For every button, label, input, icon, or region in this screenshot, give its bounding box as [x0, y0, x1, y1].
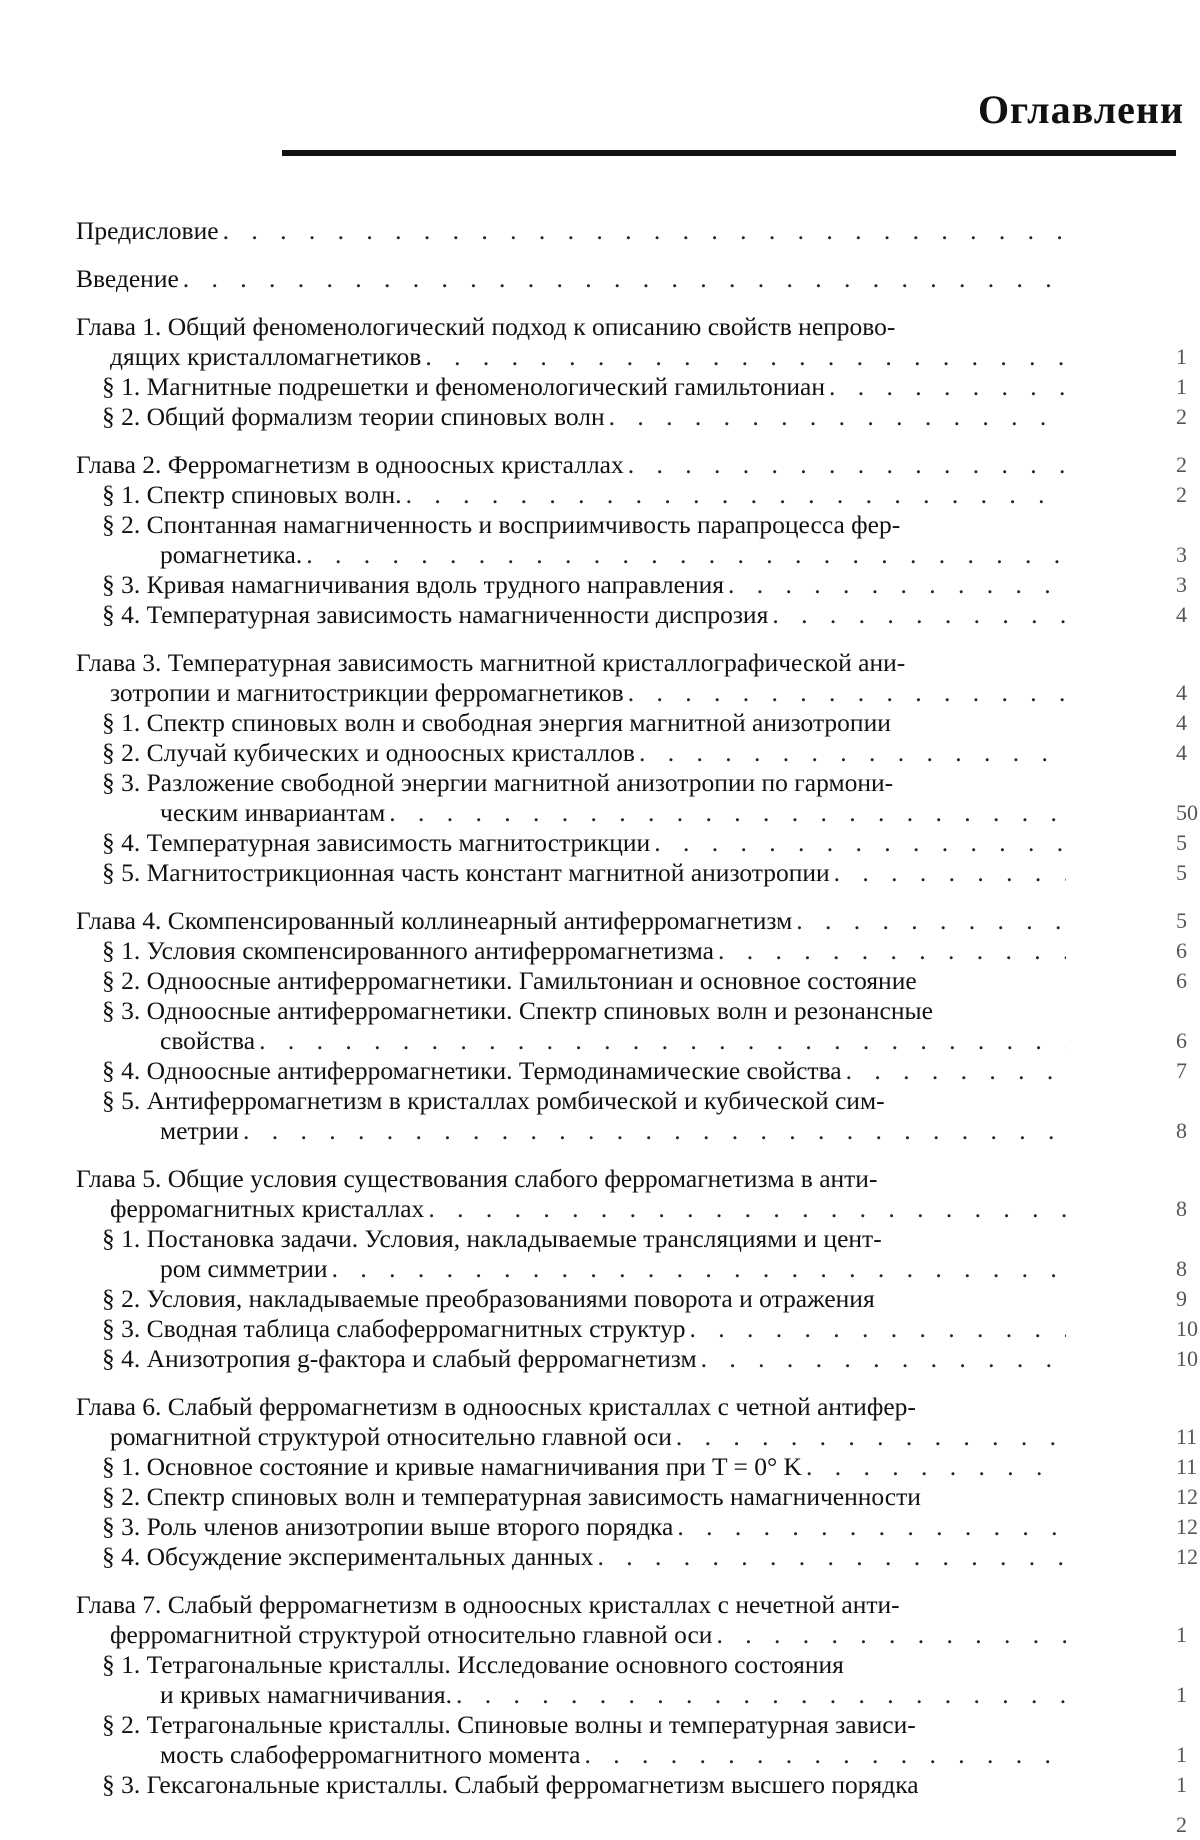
page-number: 5	[1176, 830, 1187, 855]
page-title: Оглавлени	[977, 87, 1184, 132]
leader-dots	[598, 1542, 1066, 1572]
section-title: § 1. Тетрагональные кристаллы. Исследование основного состояния	[102, 1650, 844, 1679]
leader-dots	[806, 1452, 1066, 1482]
section-title: § 1. Спектр спиновых волн и свободная энергия магнитной анизотропии	[102, 708, 891, 737]
chapter-title-cont: зотропии и магнитострикции ферромагнетиков	[110, 678, 624, 707]
toc-entry-text: Предисловие	[76, 216, 219, 245]
leader-dots	[584, 1740, 1066, 1770]
leader-dots	[718, 936, 1066, 966]
page-number: 4	[1176, 680, 1187, 705]
section-title-cont: свойства	[160, 1026, 256, 1055]
page-number: 4	[1176, 602, 1187, 627]
page-number: 10	[1176, 1316, 1198, 1341]
toc-chapter-5	[76, 1164, 1187, 1224]
leader-dots	[628, 450, 1066, 480]
page-number: 3	[1176, 542, 1187, 567]
section-title-cont: и кривых намагничивания.	[160, 1680, 452, 1709]
page-number: 2	[1176, 482, 1187, 507]
leader-dots	[772, 600, 1066, 630]
leader-dots	[796, 906, 1066, 936]
chapter-title: Глава 2. Ферромагнетизм в одноосных кристаллах	[76, 450, 624, 479]
section-title: § 3. Разложение свободной энергии магнитной анизотропии по гармони-	[102, 768, 894, 797]
section-title: § 3. Кривая намагничивания вдоль трудного направления	[102, 570, 725, 599]
toc-section	[76, 858, 1187, 888]
section-title: § 2. Одноосные антиферромагнетики. Гамильтониан и основное состояние	[102, 966, 917, 995]
leader-dots	[639, 738, 1066, 768]
toc-section	[76, 1710, 1187, 1770]
page-number: 12	[1176, 1514, 1198, 1539]
section-title: § 2. Случай кубических и одноосных кристаллов	[102, 738, 635, 767]
toc-section	[76, 1770, 1187, 1800]
section-title: § 1. Постановка задачи. Условия, накладываемые трансляциями и цент-	[102, 1224, 882, 1253]
page-number: 5	[1176, 908, 1187, 933]
page-number: 1	[1176, 1622, 1187, 1647]
section-title: § 1. Условия скомпенсированного антиферромагнетизма	[102, 936, 714, 965]
leader-dots	[728, 570, 1066, 600]
section-title: § 2. Спектр спиновых волн и температурная зависимость намагниченности	[102, 1482, 921, 1511]
toc-section	[76, 372, 1187, 402]
toc-section	[76, 1650, 1187, 1710]
page-number: 1	[1176, 1772, 1187, 1797]
toc-section	[76, 828, 1187, 858]
footer-entry	[76, 1800, 1187, 1840]
toc-section	[76, 1056, 1187, 1086]
chapter-title: Глава 3. Температурная зависимость магнитной кристаллографической ани-	[76, 648, 906, 677]
leader-dots	[609, 402, 1066, 432]
section-title: § 4. Температурная зависимость магнитострикции	[102, 828, 651, 857]
chapter-title: Глава 5. Общие условия существования слабого ферромагнетизма в анти-	[76, 1164, 878, 1193]
page-number: 7	[1176, 1058, 1187, 1083]
toc-section	[76, 1314, 1198, 1344]
leader-dots	[183, 264, 1066, 294]
toc-section	[76, 1512, 1198, 1542]
toc-section	[76, 510, 1187, 570]
section-title: § 1. Основное состояние и кривые намагничивания при T = 0° K	[102, 1452, 802, 1481]
toc-section	[76, 1344, 1198, 1374]
toc-chapter-2	[76, 450, 1187, 480]
page-number: 6	[1176, 968, 1187, 993]
leader-dots	[456, 1680, 1066, 1710]
section-title-cont: мость слабоферромагнитного момента	[160, 1740, 581, 1769]
section-title: § 3. Гексагональные кристаллы. Слабый ферромагнетизм высшего порядка	[102, 1770, 919, 1799]
toc-entry-text: Введение	[76, 264, 179, 293]
toc-entry-intro	[76, 264, 1066, 294]
section-title-cont: ческим инвариантам	[160, 798, 386, 827]
page-number: 8	[1176, 1196, 1187, 1221]
chapter-title-cont: дящих кристалломагнетиков	[110, 342, 422, 371]
page-number: 2	[1176, 404, 1187, 429]
chapter-title-cont: ромагнитной структурой относительно главной оси	[110, 1422, 672, 1451]
toc-chapter-4	[76, 906, 1187, 936]
section-title: § 2. Общий формализм теории спиновых волн	[102, 402, 605, 431]
toc-section	[76, 1542, 1198, 1572]
toc-section	[76, 402, 1187, 432]
page-number: 1	[1176, 1742, 1187, 1767]
chapter-title: Глава 1. Общий феноменологический подход к описанию свойств непрово-	[76, 312, 896, 341]
page-number: 6	[1176, 1028, 1187, 1053]
page-number: 3	[1176, 572, 1187, 597]
page-number: 8	[1176, 1256, 1187, 1281]
page-number: 4	[1176, 710, 1187, 735]
page-number: 12	[1176, 1544, 1198, 1569]
section-title: § 4. Анизотропия g-фактора и слабый ферромагнетизм	[102, 1344, 697, 1373]
chapter-title: Глава 7. Слабый ферромагнетизм в одноосных кристаллах с нечетной анти-	[76, 1590, 900, 1619]
toc-section	[76, 996, 1187, 1056]
toc-chapter-6	[76, 1392, 1198, 1452]
leader-dots	[689, 1314, 1066, 1344]
page-number: 11	[1176, 1424, 1198, 1449]
section-title-cont: ромагнетика.	[160, 540, 303, 569]
leader-dots	[428, 1194, 1066, 1224]
leader-dots	[406, 480, 1066, 510]
toc-section	[76, 600, 1187, 630]
leader-dots	[243, 1116, 1066, 1146]
leader-dots	[223, 216, 1066, 246]
section-title: § 5. Антиферромагнетизм в кристаллах ромбической и кубической сим-	[102, 1086, 885, 1115]
leader-dots	[628, 678, 1066, 708]
section-title-cont: ром симметрии	[160, 1254, 328, 1283]
page-number: 6	[1176, 938, 1187, 963]
page-number: 4	[1176, 740, 1187, 765]
leader-dots	[676, 1422, 1066, 1452]
toc-section	[76, 1224, 1187, 1284]
toc-chapter-3	[76, 648, 1187, 708]
page-number: 11	[1176, 1454, 1198, 1479]
leader-dots	[259, 1026, 1066, 1056]
page-number: 8	[1176, 1118, 1187, 1143]
page-number: 1	[1176, 374, 1187, 399]
section-title: § 1. Магнитные подрешетки и феноменологический гамильтониан	[102, 372, 825, 401]
section-title: § 2. Тетрагональные кристаллы. Спиновые волны и температурная зависи-	[102, 1710, 916, 1739]
toc-section	[76, 708, 1187, 738]
section-title: § 2. Спонтанная намагниченность и восприимчивость парапроцесса фер-	[102, 510, 901, 539]
page-number: 2	[1176, 452, 1187, 477]
page-number: 5	[1176, 860, 1187, 885]
toc-section	[76, 738, 1187, 768]
leader-dots	[701, 1344, 1066, 1374]
toc-section	[76, 570, 1187, 600]
leader-dots	[425, 342, 1066, 372]
leader-dots	[332, 1254, 1066, 1284]
leader-dots	[306, 540, 1066, 570]
toc-section	[76, 1452, 1198, 1482]
leader-dots	[654, 828, 1066, 858]
leader-dots	[677, 1512, 1066, 1542]
page-number: 1	[1176, 344, 1187, 369]
chapter-title: Глава 6. Слабый ферромагнетизм в одноосных кристаллах с четной антифер-	[76, 1392, 916, 1421]
section-title: § 4. Температурная зависимость намагниченности диспрозия	[102, 600, 769, 629]
leader-dots	[834, 858, 1066, 888]
toc-chapter-7	[76, 1590, 1187, 1650]
toc-entry-preface	[76, 216, 1066, 246]
toc-section	[76, 966, 1187, 996]
toc-section	[76, 1086, 1187, 1146]
page-number: 10	[1176, 1346, 1198, 1371]
page-number: 12	[1176, 1484, 1198, 1509]
toc-section	[76, 480, 1187, 510]
leader-dots	[829, 372, 1066, 402]
page-number: 2	[1176, 1812, 1187, 1837]
section-title-cont: метрии	[160, 1116, 239, 1145]
section-title: § 3. Сводная таблица слабоферромагнитных структур	[102, 1314, 686, 1343]
toc-section	[76, 1284, 1187, 1314]
toc-chapter-1	[76, 312, 1187, 372]
toc-section	[76, 936, 1187, 966]
leader-dots	[716, 1620, 1066, 1650]
toc-section	[76, 1482, 1198, 1512]
chapter-title: Глава 4. Скомпенсированный коллинеарный антиферромагнетизм	[76, 906, 793, 935]
section-title: § 5. Магнитострикционная часть констант магнитной анизотропии	[102, 858, 830, 887]
section-title: § 2. Условия, накладываемые преобразованиями поворота и отражения	[102, 1284, 875, 1313]
chapter-title-cont: ферромагнитной структурой относительно главной оси	[110, 1620, 713, 1649]
page-number: 50	[1176, 800, 1198, 825]
header-rule	[282, 150, 1176, 156]
page-number: 1	[1176, 1682, 1187, 1707]
leader-dots	[846, 1056, 1066, 1086]
page-number: 9	[1176, 1286, 1187, 1311]
leader-dots	[389, 798, 1066, 828]
section-title: § 3. Роль членов анизотропии выше второго порядка	[102, 1512, 674, 1541]
section-title: § 4. Обсуждение экспериментальных данных	[102, 1542, 594, 1571]
section-title: § 3. Одноосные антиферромагнетики. Спектр спиновых волн и резонансные	[102, 996, 933, 1025]
chapter-title-cont: ферромагнитных кристаллах	[110, 1194, 425, 1223]
table-of-contents	[76, 216, 1198, 1840]
toc-section	[76, 768, 1198, 828]
section-title: § 1. Спектр спиновых волн.	[102, 480, 402, 509]
section-title: § 4. Одноосные антиферромагнетики. Термодинамические свойства	[102, 1056, 842, 1085]
